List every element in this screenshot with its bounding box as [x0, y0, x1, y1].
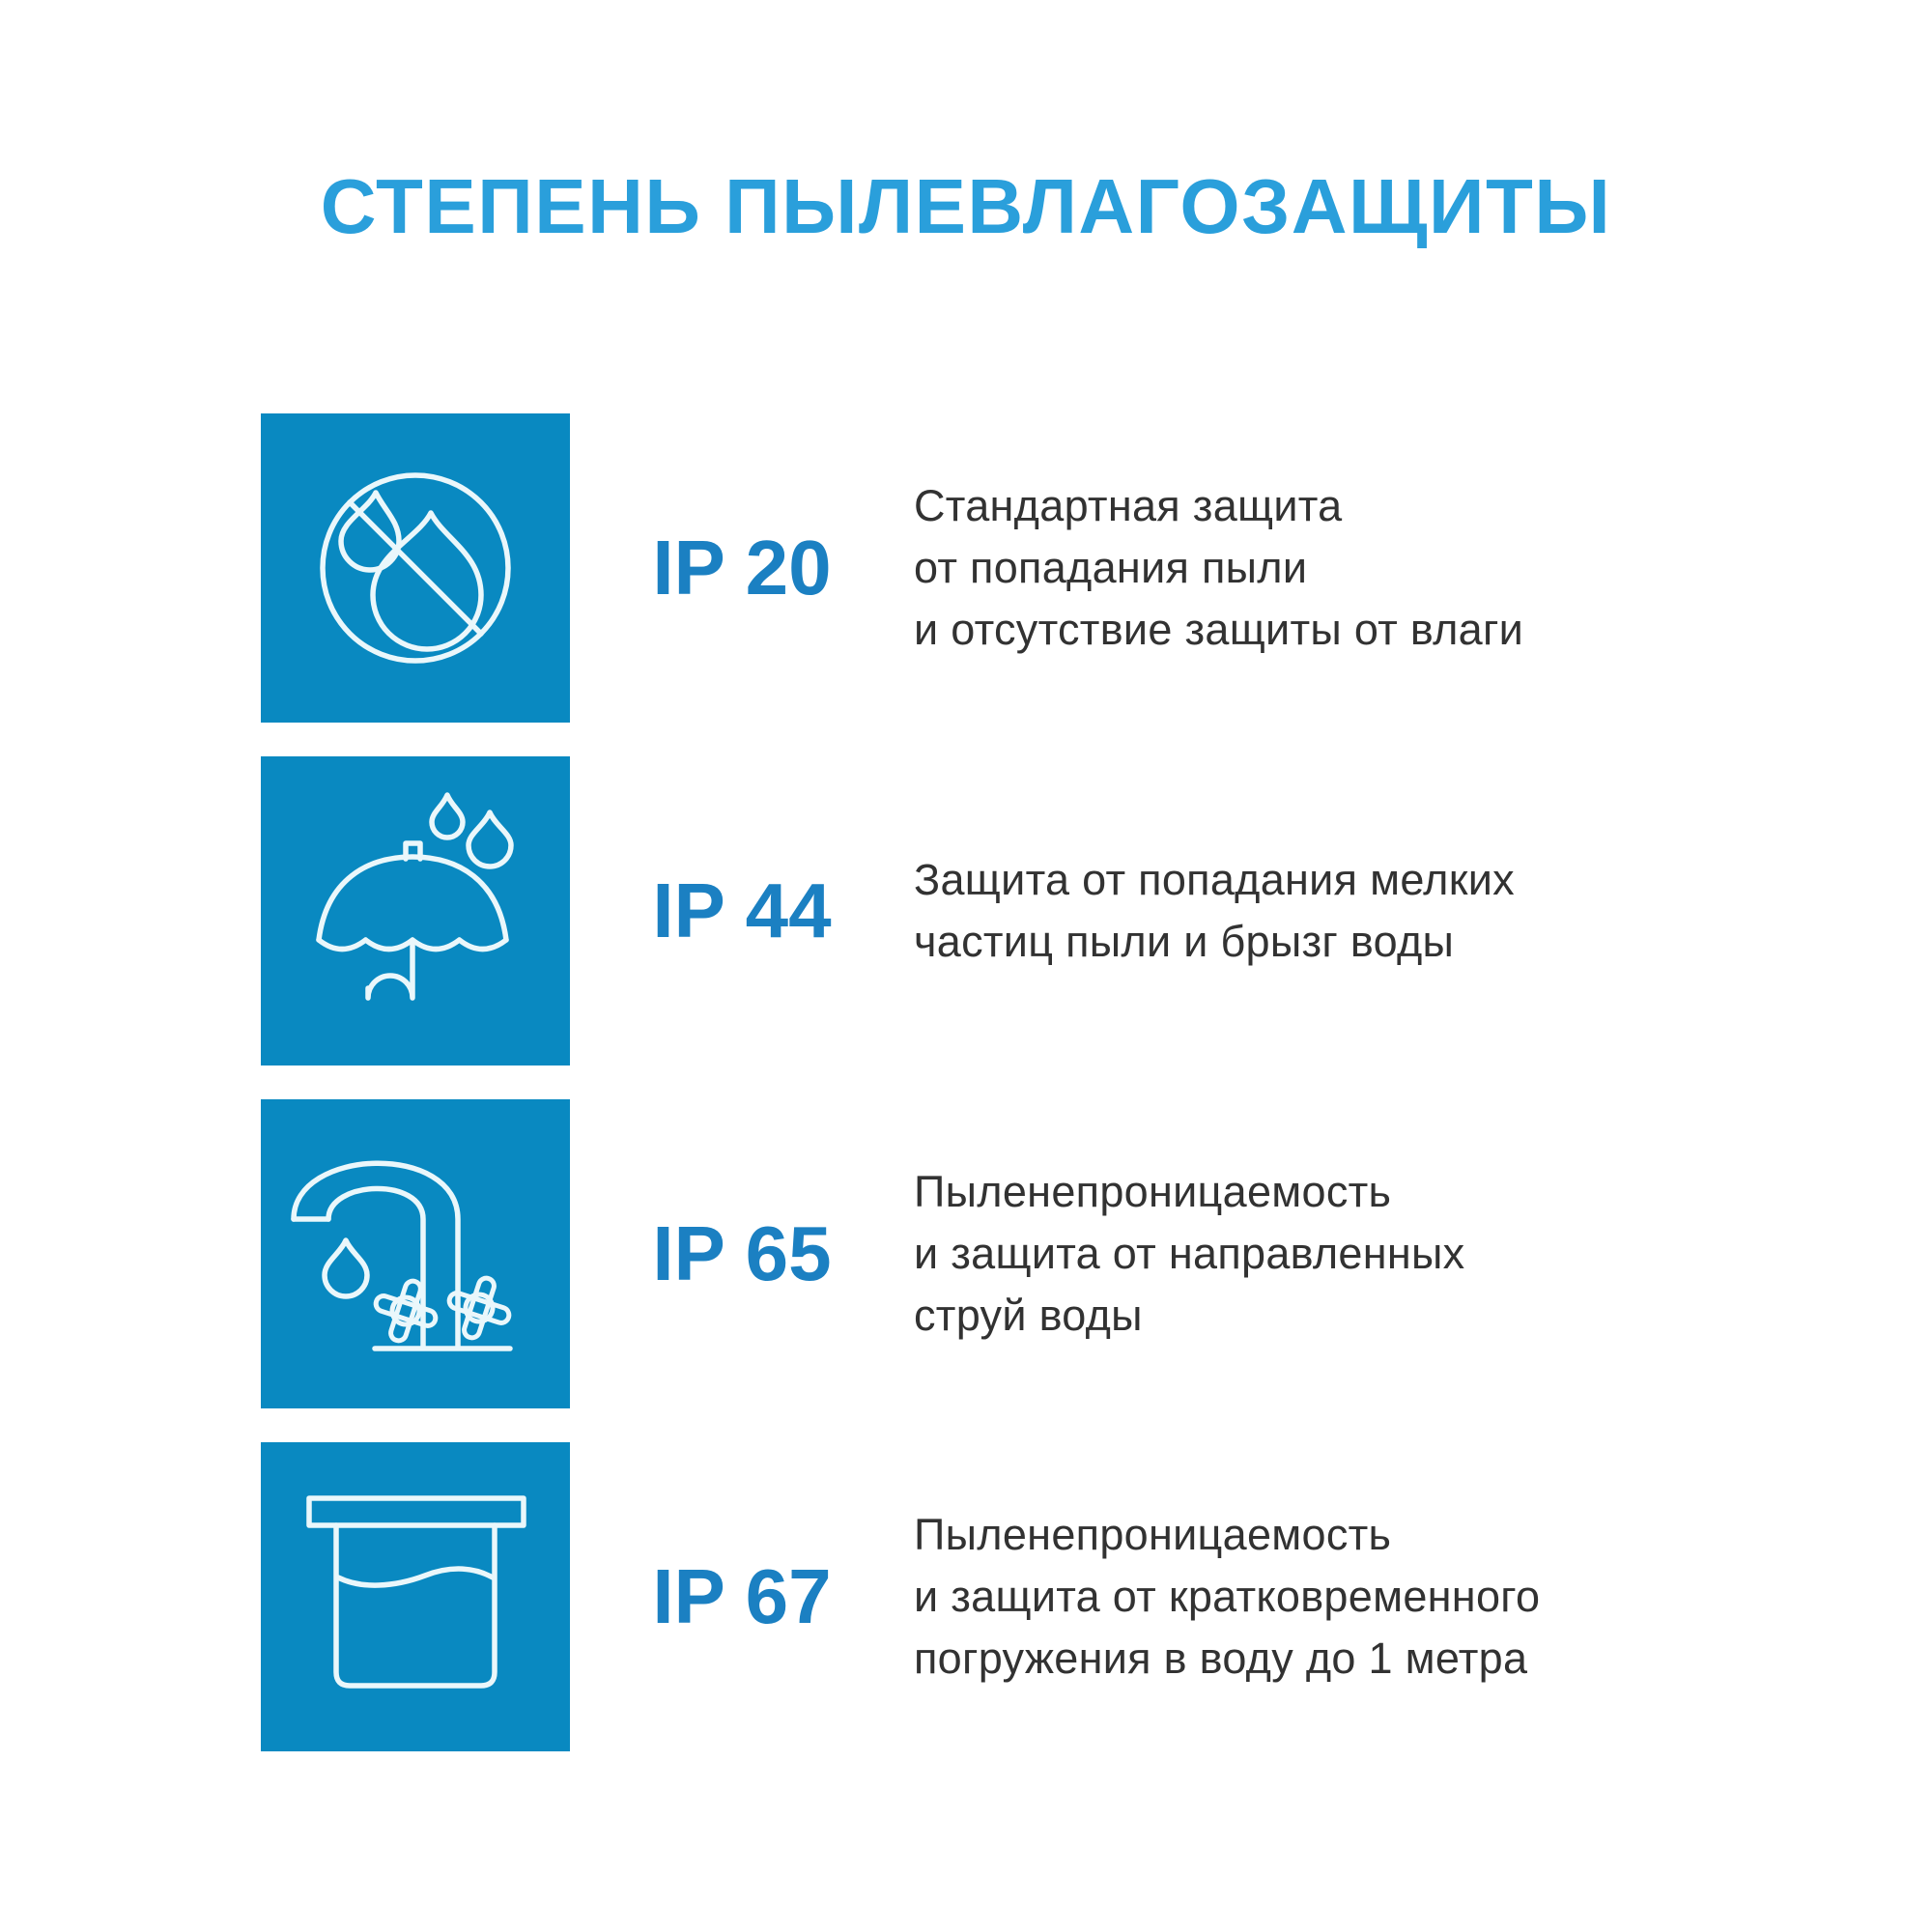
ip-code-label: IP 44 [652, 867, 832, 953]
ip-row-ip20 [261, 413, 1523, 723]
faucet-water-jet-icon [261, 1099, 570, 1408]
page-title: СТЕПЕНЬ ПЫЛЕВЛАГОЗАЩИТЫ [320, 163, 1612, 249]
no-water-drops-icon [261, 413, 570, 723]
description-line: и защита от кратковременного [914, 1572, 1541, 1621]
ip-row-ip67 [261, 1442, 1540, 1751]
description-line: Стандартная защита [914, 481, 1343, 530]
ip-code-label: IP 20 [652, 525, 832, 611]
description-line: Пыленепроницаемость [914, 1510, 1392, 1559]
ip20-icon-tile [261, 413, 570, 723]
description-line: Защита от попадания мелких [914, 855, 1515, 904]
description-line: струй воды [914, 1291, 1143, 1340]
ip65-icon-tile [261, 1099, 570, 1408]
ip-row-ip44 [261, 756, 1515, 1065]
ip-row-ip65 [261, 1099, 1464, 1408]
ip-description [914, 1504, 1540, 1690]
ip-code-label: IP 67 [652, 1553, 832, 1639]
immersion-container-icon [261, 1442, 570, 1751]
ip44-icon-tile [261, 756, 570, 1065]
description-line: и защита от направленных [914, 1229, 1465, 1278]
description-line: и отсутствие защиты от влаги [914, 605, 1524, 654]
description-line: от попадания пыли [914, 543, 1308, 592]
ip-description [914, 1161, 1464, 1347]
ip67-icon-tile [261, 1442, 570, 1751]
ip-description [914, 475, 1523, 661]
ip-description [914, 849, 1515, 973]
description-line: Пыленепроницаемость [914, 1167, 1392, 1216]
description-line: частиц пыли и брызг воды [914, 917, 1455, 966]
umbrella-rain-icon [261, 756, 570, 1065]
ip-code-label: IP 65 [652, 1210, 832, 1296]
description-line: погружения в воду до 1 метра [914, 1634, 1528, 1683]
